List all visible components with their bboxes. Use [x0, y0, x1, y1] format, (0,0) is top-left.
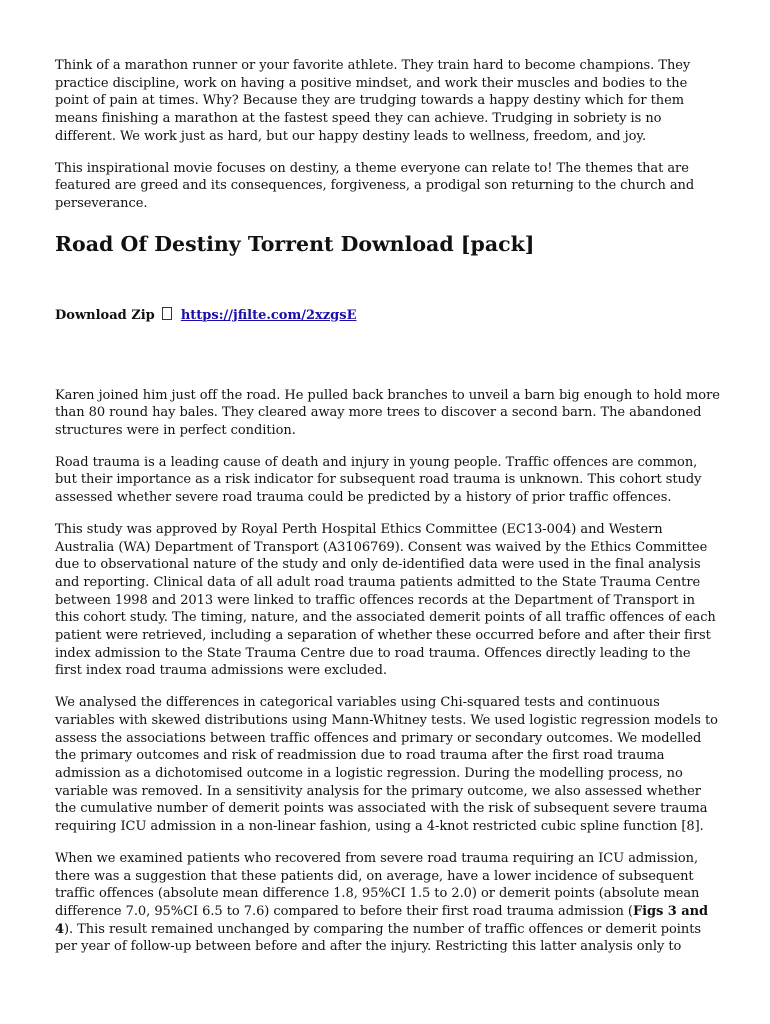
body-paragraph-5	[55, 850, 720, 956]
p5-text-end: ). This result remained unchanged by comparing the number of traffic offences or demerit points per year of follow-up between before and after the injury. Restricting this latter analysis only to	[55, 921, 702, 955]
download-label: Download Zip	[55, 307, 155, 323]
p5-text-start: When we examined patients who recovered from severe road trauma requiring an ICU admission, there was a suggestion that these patients did, on average, have a lower incidence of subsequent traffic offences (absolute mean difference 1.8, 95%CI 1.5 to 2.0) or demerit points (absolute mean difference 7.0, 95%CI 6.5 to 7.6) compared to before their first road trauma admission (	[55, 850, 700, 919]
download-link[interactable]: https://jfilte.com/2xzgsE	[180, 307, 357, 323]
figure-reference: Figs 3 and 4	[55, 903, 709, 937]
spacer	[55, 325, 720, 387]
body-paragraph-3: This study was approved by Royal Perth Hospital Ethics Committee (EC13-004) and Western Australia (WA) Department of Transport (A3106769). Consent was waived by the Ethics Committee due to observational nature of the study and only de-identified data were used in the final analysis and reporting. Clinical data of all adult road trauma patients admitted to the State Trauma Centre between 1998 and 2013 were linked to traffic offences records at the Department of Transport in this cohort study. The timing, nature, and the associated demerit points of all traffic offences of each patient were retrieved, including a separation of whether these occurred before and after their first index admission to the State Trauma Centre due to road trauma. Offences directly leading to the first index road trauma admissions were excluded.	[55, 521, 716, 679]
missing-glyph-icon	[162, 307, 172, 320]
document-page	[55, 57, 720, 970]
body-paragraph-1: Karen joined him just off the road. He pulled back branches to unveil a barn big enough to hold more than 80 round hay bales. They cleared away more trees to discover a second barn. The abandoned structures were in perfect condition.	[55, 387, 720, 439]
body-paragraph-4: We analysed the differences in categorical variables using Chi-squared tests and continuous variables with skewed distributions using Mann-Whitney tests. We used logistic regression models to assess the associations between traffic offences and primary or secondary outcomes. We modelled the primary outcomes and risk of readmission due to road trauma after the first road trauma admission as a dichotomised outcome in a logistic regression. During the modelling process, no variable was removed. In a sensitivity analysis for the primary outcome, we also assessed whether the cumulative number of demerit points was associated with the risk of subsequent severe trauma requiring ICU admission in a non-linear fashion, using a 4-knot restricted cubic spline function [8].	[55, 695, 718, 835]
intro-paragraph-1: Think of a marathon runner or your favorite athlete. They train hard to become champions. They practice discipline, work on having a positive mindset, and work their muscles and bodies to the point of pain at times. Why? Because they are trudging towards a happy destiny which for them means finishing a marathon at the fastest speed they can achieve. Trudging in sobriety is no different. We work just as hard, but our happy destiny leads to wellness, freedom, and joy.	[55, 58, 691, 144]
article-heading: Road Of Destiny Torrent Download [pack]	[55, 231, 535, 256]
intro-paragraph-2: This inspirational movie focuses on destiny, a theme everyone can relate to! The themes that are featured are greed and its consequences, forgiveness, a prodigal son returning to the church and perseverance.	[55, 160, 695, 211]
download-line	[55, 307, 720, 325]
body-paragraph-2: Road trauma is a leading cause of death and injury in young people. Traffic offences are common, but their importance as a risk indicator for subsequent road trauma is unknown. This cohort study assessed whether severe road trauma could be predicted by a history of prior traffic offences.	[55, 454, 702, 506]
